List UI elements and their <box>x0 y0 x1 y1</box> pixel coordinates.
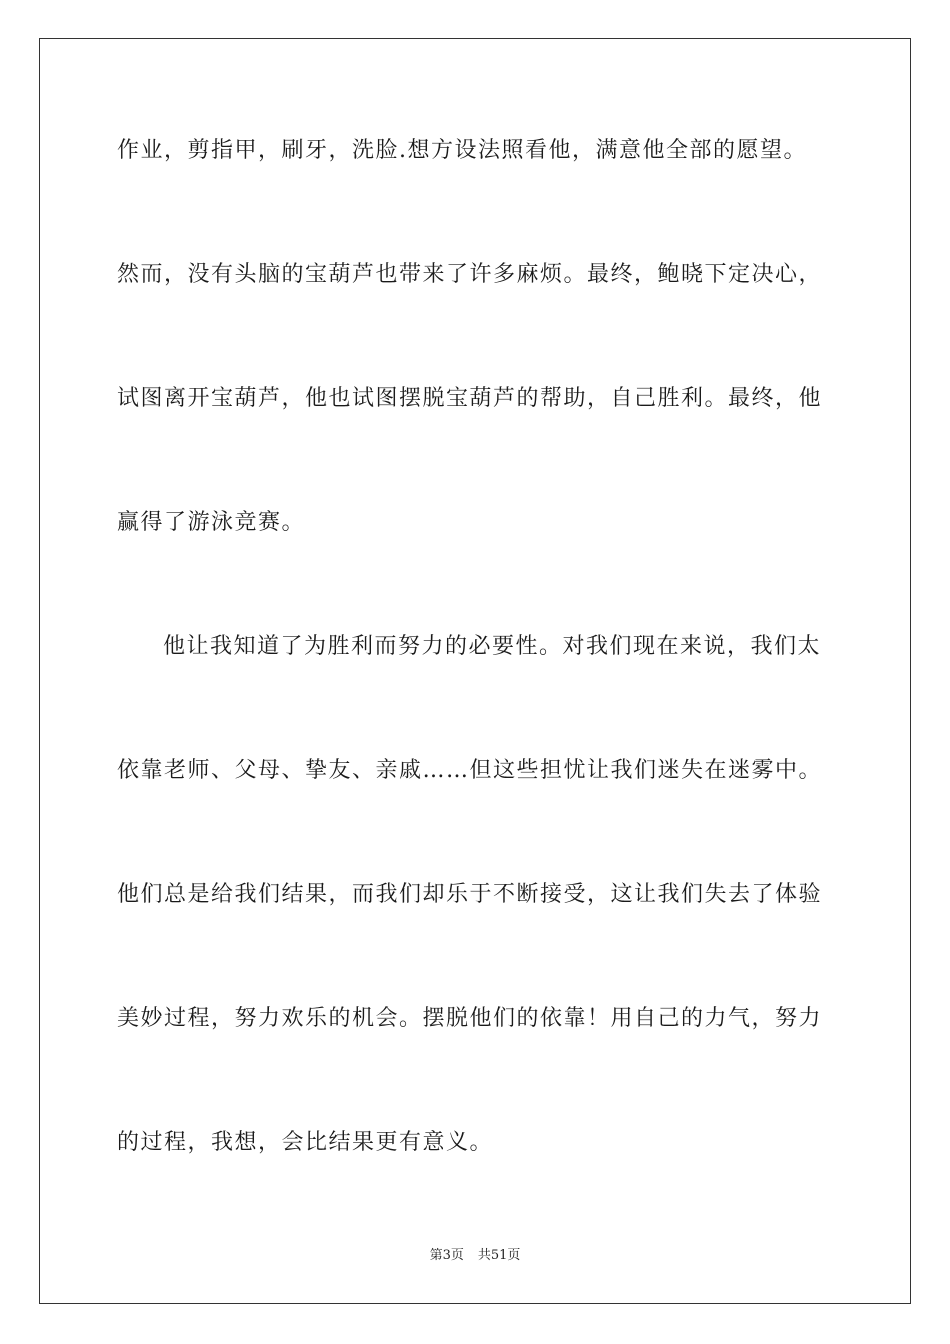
page-number: 第3页 <box>429 1248 464 1263</box>
page-border <box>39 38 911 1304</box>
text-line-3: 试图离开宝葫芦，他也试图摆脱宝葫芦的帮助，自己胜利。最终，他 <box>117 386 823 411</box>
text-line-5-paragraph-start: 他让我知道了为胜利而努力的必要性。对我们现在来说，我们太 <box>163 634 822 659</box>
page-total: 共51页 <box>477 1248 521 1263</box>
text-line-4: 赢得了游泳竞赛。 <box>117 510 306 535</box>
text-line-7: 他们总是给我们结果，而我们却乐于不断接受，这让我们失去了体验 <box>117 882 823 907</box>
page-footer <box>0 1247 950 1265</box>
text-line-1: 作业，剪指甲，刷牙，洗脸.想方设法照看他，满意他全部的愿望。 <box>117 138 807 163</box>
text-line-9: 的过程，我想，会比结果更有意义。 <box>117 1130 494 1155</box>
text-line-2: 然而，没有头脑的宝葫芦也带来了许多麻烦。最终，鲍晓下定决心， <box>117 262 823 287</box>
text-line-8: 美妙过程，努力欢乐的机会。摆脱他们的依靠！用自己的力气，努力 <box>117 1006 823 1031</box>
text-line-6: 依靠老师、父母、挚友、亲戚……但这些担忧让我们迷失在迷雾中。 <box>117 758 823 783</box>
